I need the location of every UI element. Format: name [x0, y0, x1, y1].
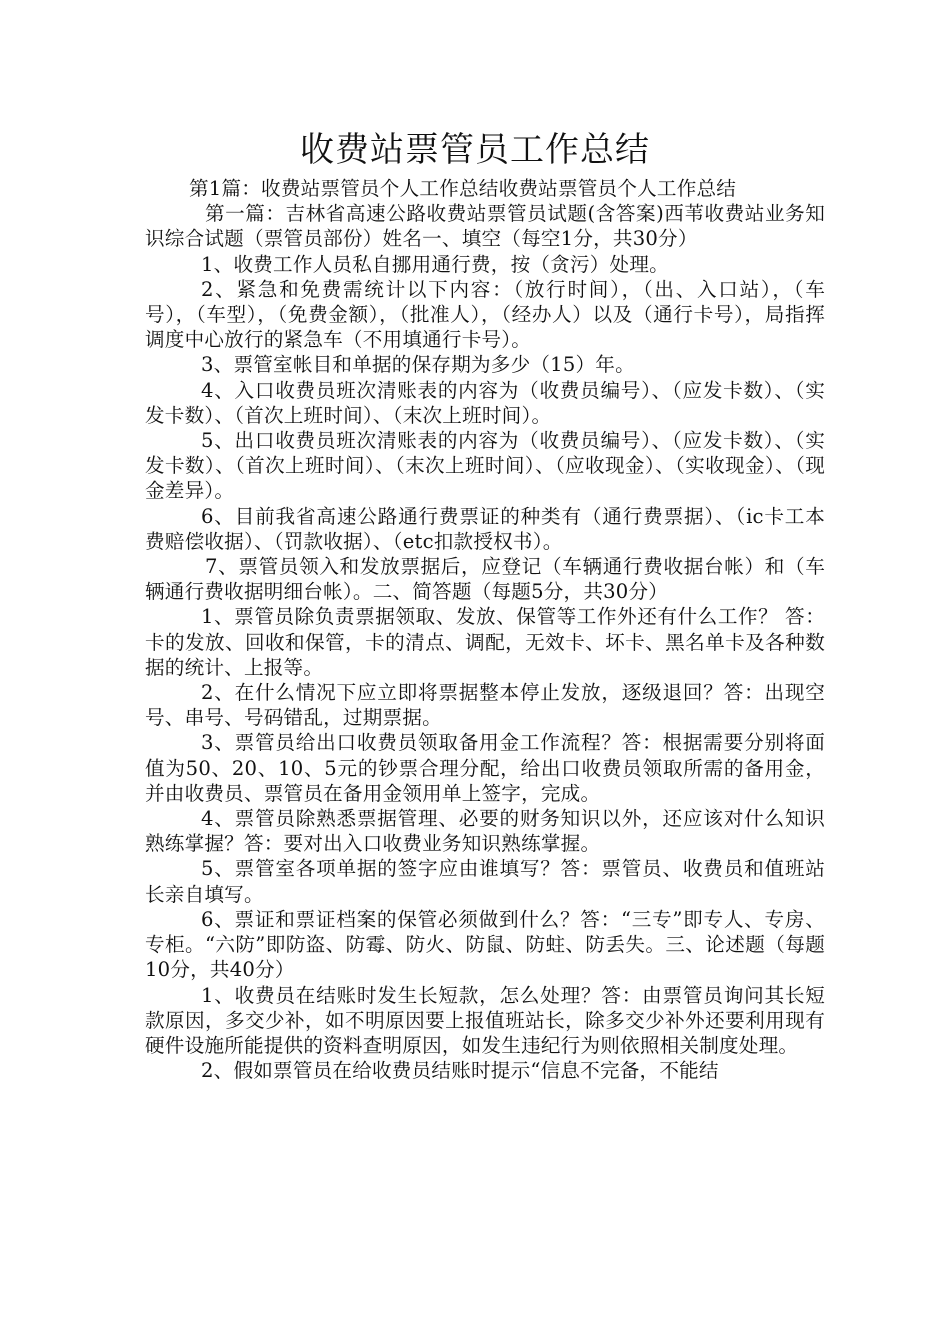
paragraph-short-answer-3: 3、票管员给出口收费员领取备用金工作流程？答：根据需要分别将面值为50、20、10、5元的钞票合理分配，给出口收费员领取所需的备用金，并由收费员、票管员在备用金领用单上签字，完成。 [145, 731, 825, 805]
paragraph-essay-1: 1、收费员在结账时发生长短款，怎么处理？答：由票管员询问其长短款原因，多交少补，如不明原因要上报值班站长，除多交少补外还要利用现有硬件设施所能提供的资料查明原因，如发生违纪行为则依照相关制度处理。 [145, 983, 825, 1057]
paragraph-short-answer-6: 6、票证和票证档案的保管必须做到什么？答：“三专”即专人、专房、专柜。“六防”即防盗、防霉、防火、防鼠、防蛀、防丢失。三、论述题（每题10分，共40分） [145, 907, 825, 982]
paragraph-short-answer-1: 1、票管员除负责票据领取、发放、保管等工作外还有什么工作？ 答：卡的发放、回收和保管，卡的清点、调配，无效卡、坏卡、黑名单卡及各种数据的统计、上报等。 [145, 605, 825, 679]
paragraph-short-answer-2: 2、在什么情况下应立即将票据整本停止发放，逐级退回？答：出现空号、串号、号码错乱，过期票据。 [145, 681, 825, 730]
paragraph-fill-5: 5、出口收费员班次清账表的内容为（收费员编号）、（应发卡数）、（实发卡数）、（首次上班时间）、（末次上班时间）、（应收现金）、（实收现金）、（现金差异）。 [145, 429, 825, 503]
paragraph-essay-2: 2、假如票管员在给收费员结账时提示“信息不完备，不能结 [201, 1059, 719, 1083]
paragraph-chapter-heading: 第1篇：收费站票管员个人工作总结收费站票管员个人工作总结 [189, 177, 737, 200]
paragraph-short-answer-5: 5、票管室各项单据的签字应由谁填写？答：票管员、收费员和值班站长亲自填写。 [145, 857, 825, 906]
paragraph-fill-3: 3、票管室帐目和单据的保存期为多少（15）年。 [201, 353, 635, 377]
paragraph-short-answer-4: 4、票管员除熟悉票据管理、必要的财务知识以外，还应该对什么知识熟练掌握？答：要对出入口收费业务知识熟练掌握。 [145, 807, 825, 856]
paragraph-fill-4: 4、入口收费员班次清账表的内容为（收费员编号）、（应发卡数）、（实发卡数）、（首次上班时间）、（末次上班时间）。 [145, 378, 825, 427]
paragraph-fill-2: 2、紧急和免费需统计以下内容：（放行时间），（出、入口站），（车号），（车型），（免费金额），（批准人），（经办人）以及（通行卡号），局指挥调度中心放行的紧急车（不用填通行卡号）。 [145, 277, 825, 352]
paragraph-exam-intro: 第一篇：吉林省高速公路收费站票管员试题(含答案)西苇收费站业务知识综合试题（票管员部份）姓名一、填空（每空1分，共30分） [145, 202, 825, 251]
paragraph-fill-7: 7、票管员领入和发放票据后，应登记（车辆通行费收据台帐）和（车辆通行费收据明细台帐）。二、简答题（每题5分，共30分） [145, 555, 825, 604]
paragraph-fill-6: 6、目前我省高速公路通行费票证的种类有（通行费票据）、（ic卡工本费赔偿收据）、（罚款收据）、（etc扣款授权书）。 [145, 504, 825, 553]
paragraph-fill-1: 1、收费工作人员私自挪用通行费，按（贪污）处理。 [201, 252, 669, 276]
document-body [145, 176, 825, 1083]
document-title: 收费站票管员工作总结 [300, 130, 650, 170]
